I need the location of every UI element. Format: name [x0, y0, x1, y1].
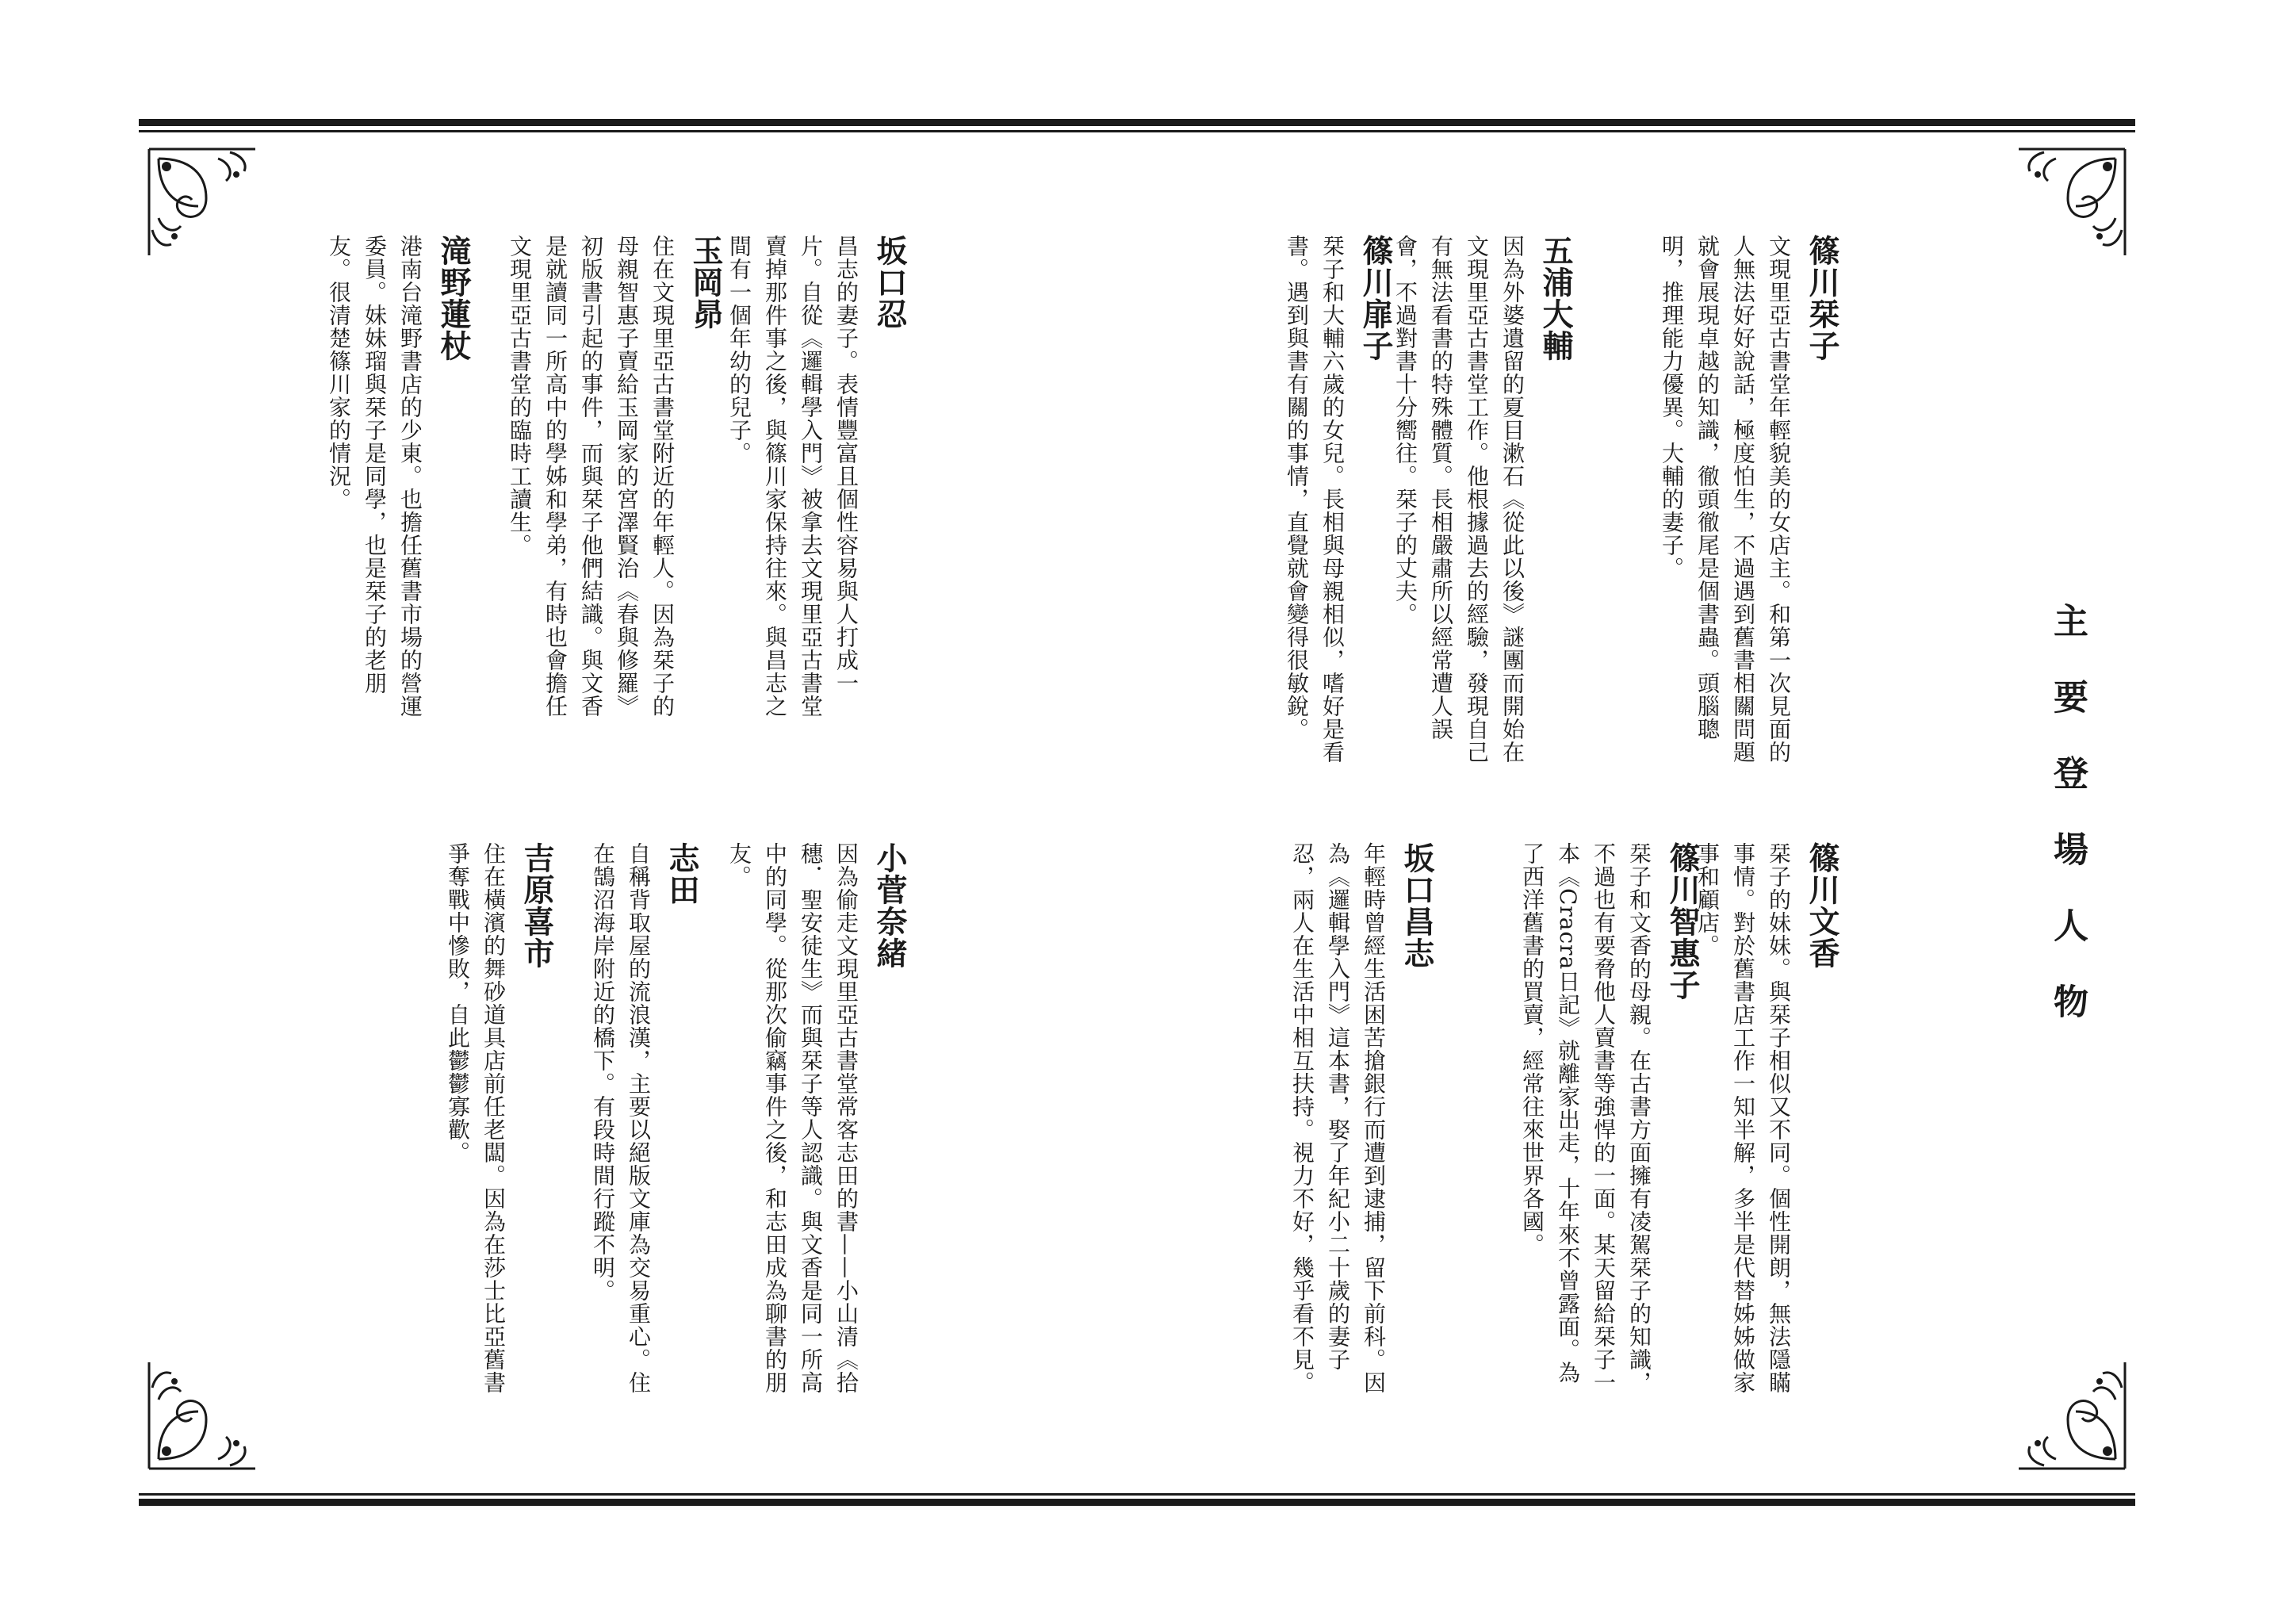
character-entry [1514, 842, 1705, 1405]
ornament-corner-icon [2012, 143, 2131, 262]
character-description: 栞子和大輔六歲的女兒。長相與母親相似，嗜好是看書。遇到與書有關的事情，直覺就會變得很敏銳。 [1284, 235, 1346, 764]
character-entry [1388, 235, 1578, 768]
character-name: 小菅奈緒 [871, 842, 908, 969]
character-description: 昌志的妻子。表情豐富且個性容易與人打成一片。自從《邏輯學入門》被拿去文現里亞古書堂賣掉那件事之後，與篠川家保持往來。與昌志之間有一個年幼的兒子。 [726, 235, 859, 718]
character-description: 住在文現里亞古書堂附近的年輕人。因為栞子的母親智惠子賣給玉岡家的宮澤賢治《春與修羅》初版書引起的事件，而與栞子他們結識。與文香是就讀同一所高中的學姊和學弟，有時也會擔任文現里亞古書堂的臨時工讀生。 [507, 235, 676, 718]
ornament-corner-icon [143, 143, 262, 262]
character-description: 自稱背取屋的流浪漢，主要以絕版文庫為交易重心。住在鵠沼海岸附近的橋下。有段時間行蹤不明。 [590, 842, 652, 1394]
character-name: 玉岡昴 [687, 235, 724, 330]
character-entry [722, 842, 912, 1405]
character-entry [722, 235, 912, 720]
character-description: 住在橫濱的舞砂道具店前任老闆。因為在莎士比亞舊書爭奪戰中慘敗，自此鬱鬱寡歡。 [445, 842, 507, 1394]
character-name: 志田 [664, 842, 700, 906]
bottom-border-thin [139, 1493, 2135, 1496]
character-name: 坂口忍 [871, 235, 908, 330]
character-name: 滝野蓮杖 [435, 235, 472, 362]
character-entry [321, 235, 476, 720]
character-entry [1279, 235, 1398, 768]
ornament-corner-icon [2012, 1356, 2131, 1475]
character-entry [585, 842, 704, 1405]
character-description: 栞子和文香的母親。在古書方面擁有凌駕栞子的知識，不過也有要脅他人賣書等強悍的一面。某天留給栞子一本《Cracra日記》就離家出走，十年來不曾露面。為了西洋舊書的買賣，經常往來世界各國。 [1519, 842, 1652, 1394]
character-name: 篠川栞子 [1804, 235, 1840, 362]
character-entry [502, 235, 728, 720]
character-entry [1654, 235, 1844, 768]
character-description: 栞子的妹妹。與栞子相似又不同。個性開朗，無法隱瞞事情。對於舊書店工作一知半解，多半是代替姊姊做家事和顧店。 [1694, 842, 1792, 1394]
character-entry [1690, 842, 1844, 1405]
character-description: 因為偷走文現里亞古書堂常客志田的書——小山清《拾穗．聖安徒生》而與栞子等人認識。與文香是同一所高中的同學。從那次偷竊事件之後，和志田成為聊書的朋友。 [726, 842, 859, 1394]
character-name: 吉原喜市 [519, 842, 555, 969]
top-border-thin [139, 130, 2135, 132]
character-description: 港南台滝野書店的少東。也擔任舊書市場的營運委員。妹妹瑠與栞子是同學，也是栞子的老朋友。很清楚篠川家的情況。 [326, 235, 423, 718]
character-name: 五浦大輔 [1537, 235, 1574, 362]
character-description: 年輕時曾經生活困苦搶銀行而遭到逮捕，留下前科。因為《邏輯學入門》這本書，娶了年紀小二十歲的妻子忍，兩人在生活中相互扶持。視力不好，幾乎看不見。 [1289, 842, 1387, 1394]
character-entry [440, 842, 559, 1405]
character-name: 坂口昌志 [1399, 842, 1435, 969]
character-name: 篠川扉子 [1357, 235, 1394, 362]
top-border-thick [139, 119, 2135, 126]
character-entry [1284, 842, 1439, 1405]
ornament-corner-icon [143, 1356, 262, 1475]
bottom-border-thick [139, 1499, 2135, 1506]
character-description: 文現里亞古書堂年輕貌美的女店主。和第一次見面的人無法好好說話，極度怕生，不過遇到舊書相關問題就會展現卓越的知識，徹頭徹尾是個書蟲。頭腦聰明，推理能力優異。大輔的妻子。 [1659, 235, 1792, 764]
character-description: 因為外婆遺留的夏目漱石《從此以後》謎團而開始在文現里亞古書堂工作。他根據過去的經驗，發現自己有無法看書的特殊體質。長相嚴肅所以經常遭人誤會，不過對書十分嚮往。栞子的丈夫。 [1392, 235, 1526, 764]
character-name: 篠川文香 [1804, 842, 1840, 969]
character-name: 篠川智惠子 [1664, 842, 1701, 1001]
page-title: 主要登場人物 [2047, 603, 2088, 1059]
